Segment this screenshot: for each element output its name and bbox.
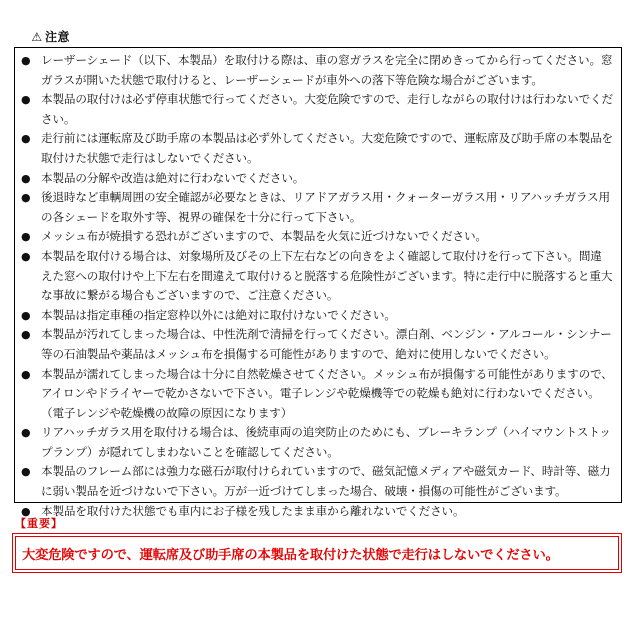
important-label: 【重要】: [15, 517, 63, 530]
bullet-icon: ●: [21, 249, 31, 263]
caution-text: 後退時など車輌周囲の安全確認が必要なときは、リアドアガラス用・クォーターガラス用・リアハッチガラス用の各シェードを取外す等、視界の確保を十分に行って下さい。: [41, 190, 610, 224]
bullet-icon: ●: [21, 367, 31, 381]
caution-item: [21, 462, 613, 501]
bullet-icon: ●: [21, 191, 31, 205]
important-text: 大変危険ですので、運転席及び助手席の本製品を取付けた状態で走行はしないでください。: [22, 547, 559, 563]
bullet-icon: ●: [21, 54, 31, 67]
caution-text: 走行前には運転席及び助手席の本製品は必ず外してください。大変危険ですので、運転席及び助手席の本製品を取付けた状態で走行はしないでください。: [41, 131, 613, 165]
caution-text: レーザーシェード（以下、本製品）を取付ける際は、車の窓ガラスを完全に閉めきってから行ってください。窓ガラスが開いた状態で取付けると、レーザーシェードが車外への落下等危険な場合がございます。: [41, 53, 613, 87]
caution-text: 本製品のフレーム部には強力な磁石が取付けられていますので、磁気記憶メディアや磁気カード、時計等、磁力に弱い製品を近づけないで下さい。万が一近づけてしまった場合、破壊・損傷の可能性がございます。: [41, 464, 611, 499]
caution-text: 本製品が汚れてしまった場合は、中性洗剤で清掃を行ってください。漂白剤、ベンジン・アルコール・シンナー等の石油製品や薬品はメッシュ布を損傷する可能性がありますので、絶対に使用しないでください。: [41, 327, 612, 361]
caution-text: 本製品が濡れてしまった場合は十分に自然乾燥させてください。メッシュ布が損傷する可能性がありますので、アイロンやドライヤーで乾かさないで下さい。電子レンジや乾燥機等での乾燥も絶対に行わないでください。（電子レンジや乾燥機の故障の原因になります）: [41, 366, 613, 420]
caution-item: [21, 188, 613, 227]
caution-item: [21, 306, 613, 326]
caution-text: 本製品を取付ける場合は、対象場所及びその上下左右などの向きをよく確認して取付けを行って下さい。間違えた窓への取付けや上下左右を間違えて取付けると脱落する危険性がございます。特に走行中に脱落すると重大な事故に繋がる場合もございますので、ご注意ください。: [41, 248, 613, 303]
caution-text: 本製品の取付けは必ず停車状態で行ってください。大変危険ですので、走行しながらの取付けは行わないでください。: [41, 92, 613, 126]
bullet-icon: ●: [21, 465, 31, 479]
caution-title: 注意: [45, 30, 71, 44]
bullet-icon: ●: [21, 308, 31, 322]
caution-item: [21, 90, 613, 129]
caution-list: [21, 51, 613, 521]
caution-item: [21, 502, 613, 522]
caution-box: [14, 47, 622, 518]
caution-text: リアハッチガラス用を取付ける場合は、後続車両の追突防止のためにも、ブレーキランプ（ハイマウントストップランプ）が隠れてしまわないことを確認してください。: [41, 425, 611, 459]
bullet-icon: ●: [21, 230, 31, 244]
caution-text: 本製品を取付けた状態でも車内にお子様を残したまま車から離れないでください。: [41, 503, 465, 518]
caution-item: [21, 325, 613, 364]
important-box: [12, 533, 622, 573]
caution-item: [21, 423, 613, 462]
caution-item: [21, 247, 613, 306]
caution-item: [21, 169, 613, 189]
bullet-icon: ●: [21, 132, 31, 146]
caution-item: [21, 129, 613, 168]
caution-item: [21, 51, 613, 90]
bullet-icon: ●: [21, 328, 31, 342]
caution-text: 本製品の分解や改造は絶対に行わないでください。: [41, 170, 305, 185]
caution-item: [21, 365, 613, 424]
caution-header: [30, 30, 70, 44]
caution-text: メッシュ布が焼損する恐れがございますので、本製品を火気に近づけないでください。: [41, 229, 487, 244]
bullet-icon: ●: [21, 171, 31, 185]
caution-text: 本製品は指定車種の指定窓枠以外には絶対に取付けないでください。: [41, 307, 396, 322]
bullet-icon: ●: [21, 93, 31, 107]
caution-item: [21, 227, 613, 247]
bullet-icon: ●: [21, 426, 31, 440]
bullet-icon: ●: [21, 504, 31, 518]
warning-icon: ⚠: [31, 30, 43, 44]
